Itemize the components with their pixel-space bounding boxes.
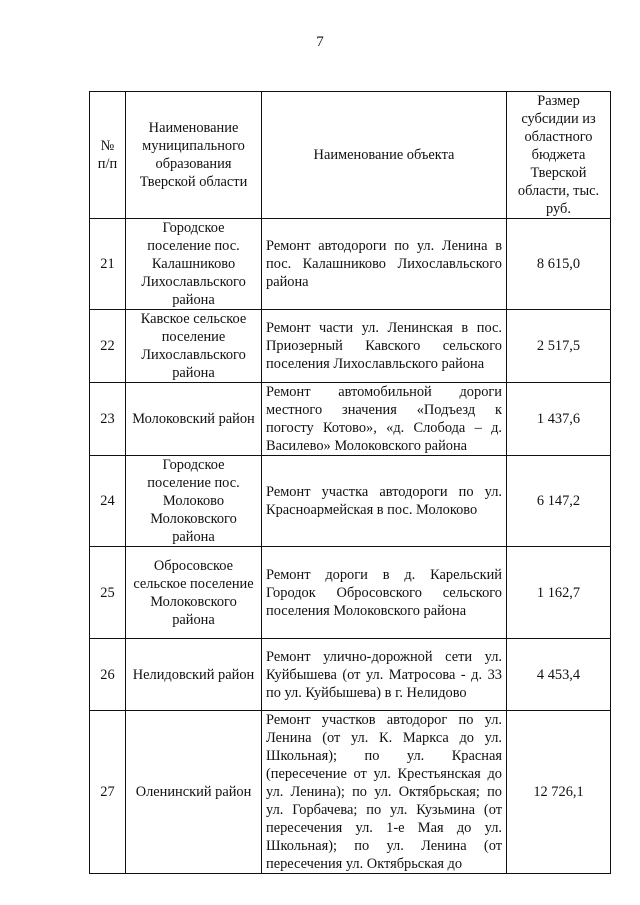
- table-header-row: [90, 92, 611, 219]
- subsidy-table: [89, 91, 611, 874]
- table-row: [90, 310, 611, 383]
- row-amount: 1 437,6: [507, 383, 611, 456]
- row-amount: 2 517,5: [507, 310, 611, 383]
- row-municipality: Городское поселение пос. Калашниково Лихославльского района: [126, 219, 262, 310]
- row-object: Ремонт автомобильной дороги местного значения «Подъезд к погосту Котово», «д. Слобода – д. Василево» Молоковского района: [262, 383, 507, 456]
- row-object: Ремонт дороги в д. Карельский Городок Обросовского сельского поселения Молоковского района: [262, 547, 507, 639]
- row-object: Ремонт участков автодорог по ул. Ленина (от ул. К. Маркса до ул. Школьная); по ул. Красная (пересечение от ул. Крестьянская до ул. Ленина); по ул. Октябрьская; по ул. Горбачева; по ул. Кузьмина (от пересечения ул. 1-е Мая до ул. Школьная); по ул. Ленина (от пересечения ул. Октябрьская до: [262, 711, 507, 874]
- row-num: 22: [90, 310, 126, 383]
- row-num: 25: [90, 547, 126, 639]
- header-object: Наименование объекта: [262, 92, 507, 219]
- header-municipality: Наименование муниципального образования Тверской области: [126, 92, 262, 219]
- row-object: Ремонт автодороги по ул. Ленина в пос. Калашниково Лихославльского района: [262, 219, 507, 310]
- row-amount: 4 453,4: [507, 639, 611, 711]
- row-municipality: Кавское сельское поселение Лихославльского района: [126, 310, 262, 383]
- header-amount: Размер субсидии из областного бюджета Тверской области, тыс. руб.: [507, 92, 611, 219]
- row-num: 27: [90, 711, 126, 874]
- row-municipality: Обросовское сельское поселение Молоковского района: [126, 547, 262, 639]
- page-number: 7: [316, 34, 324, 50]
- row-num: 24: [90, 456, 126, 547]
- header-num: № п/п: [90, 92, 126, 219]
- row-amount: 1 162,7: [507, 547, 611, 639]
- table-row: [90, 456, 611, 547]
- row-object: Ремонт участка автодороги по ул. Красноармейская в пос. Молоково: [262, 456, 507, 547]
- table-row: [90, 383, 611, 456]
- table-row: [90, 711, 611, 874]
- row-amount: 8 615,0: [507, 219, 611, 310]
- row-object: Ремонт части ул. Ленинская в пос. Приозерный Кавского сельского поселения Лихославльского района: [262, 310, 507, 383]
- row-object: Ремонт улично-дорожной сети ул. Куйбышева (от ул. Матросова - д. 33 по ул. Куйбышева) в г. Нелидово: [262, 639, 507, 711]
- row-amount: 12 726,1: [507, 711, 611, 874]
- table-row: [90, 639, 611, 711]
- table-row: [90, 219, 611, 310]
- row-num: 21: [90, 219, 126, 310]
- row-municipality: Нелидовский район: [126, 639, 262, 711]
- row-municipality: Городское поселение пос. Молоково Молоковского района: [126, 456, 262, 547]
- row-municipality: Оленинский район: [126, 711, 262, 874]
- row-municipality: Молоковский район: [126, 383, 262, 456]
- row-amount: 6 147,2: [507, 456, 611, 547]
- row-num: 23: [90, 383, 126, 456]
- row-num: 26: [90, 639, 126, 711]
- table-row: [90, 547, 611, 639]
